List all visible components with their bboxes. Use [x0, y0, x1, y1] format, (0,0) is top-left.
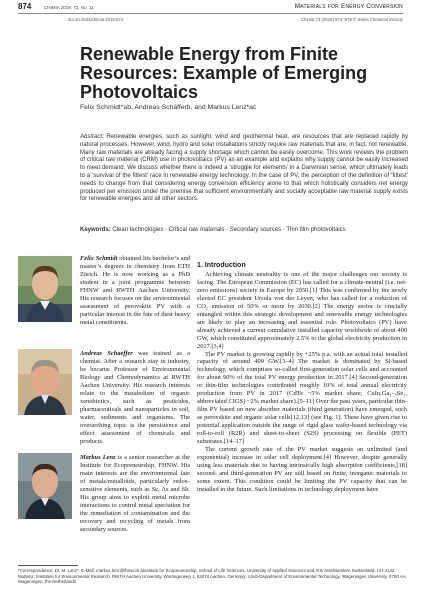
footnote-rule [18, 565, 78, 566]
body-column [197, 262, 407, 494]
article-title: Renewable Energy from Finite Resources: Example of Emerging Photovoltaics [80, 44, 368, 102]
keywords [80, 227, 408, 233]
bio-text: is a senior researcher at the Institute for Ecopreneurship, FHNW. His main interests are the environmental fate of metals/metalloids, particularly redox-sensitive elements, such as Se, As and Sb. His group aims to exploit metal microbe interactions to control metal speciation for the remediation of contamination and the recovery and recycling of metals from secondary sources. [80, 454, 190, 533]
bio-name: Andreas Schaeffer [80, 350, 133, 357]
body-paragraph: The current growth rate of the PV market suggests an unlimited (and exponential) increase in solar cell deployment.[4] However, despite generally using less materials due to having intrinsically high absorption coefficients,[18] second- and third-generation PV are still based on finite, inorganic materials to some extent. This condition could be limiting the PV capacity that can be installed in the future. Such limitations in technology deployment have [197, 445, 407, 493]
journal-citation: CHIMIA 2019, 73, No. 11 [44, 5, 94, 10]
bio-text: obtained his bachelor’s and master’s degrees in chemistry from ETH Zürich. He is now working as a PhD student in a joint programme between FHNW and RWTH Aachen University. His research focuses on the environmental assessment of perovskite PV with a particular interest in the fate of their heavy metal constituents. [80, 255, 190, 326]
body-paragraph: Achieving climate neutrality is one of the major challenges our society is facing. The European Commission (EC) has called for a climate-neutral (i.e. net-zero emissions) society in Europe by 2050.[1] This was confirmed by the newly elected EC president Ursula von der Leyen, who has called for a reduction of CO₂ emission of 50% or more by 2030.[2] The energy sector is crucially entangled within this strategic development and renewable energy technologies are likely to play an increasing and essential role. Photovoltaics (PV) have already achieved a current cumulative installed capacity worldwide of about 400 GW, which constituted approximately 2.5% to the global electricity production in 2017.[3,4] [197, 271, 407, 350]
body-paragraph: The PV market is growing rapidly by +25% p.a. with an actual total installed capacity of around 400 GW.[3–4] The market is dominated by Si-based technology, which comprises so-called first-generation solar cells and accounted for about 90% of the total PV energy production in 2017.[4] Second-generation or thin-film technologies contributed roughly 10% of total annual electricity production from PV in 2017 (CdTe ~5% market share; CuInₓGa₁₋ₓSe₂, abbreviated CIGS) ~2% market share).[5–11] Over the past years, particular thin-film PV based on new absorber materials (third generation) have emerged, such as perovskite and organic solar cells[12,13] (see Fig. 1). These have given rise to potential application outside the range of rigid glass wafer-based technology via roll-to-roll (R2R) and sheet-to-sheet (S2S) processing on flexible (PET) substrates.[14–17] [197, 350, 407, 446]
bio-andreas-schaeffer [80, 350, 190, 446]
bio-text: was trained as a chemist. After a research stay in industry, he became Professor of Environmental Biology and Chemodynamics at RWTH Aachen University. His research interests relate to the metabolism of organic xenobiotics, such as pesticides, pharmaceuticals and nanoparticles in soil, water, sediments and organisms. The overarching topic is the persistence and effect assessment of chemicals and products. [80, 350, 190, 445]
abstract [80, 134, 408, 204]
bio-name: Markus Lenz [80, 454, 116, 461]
page-number: 874 [18, 2, 32, 11]
bio-markus-lenz [80, 454, 190, 534]
abstract-text: Renewable energies, such as sunlight, wind and geothermal heat, are resources that are replaced rapidly by natural processes. However, wind, hydro and solar installations strictly require raw materials that are, in fact, not renewable. Many raw materials are already facing a supply shortage which cannot be easily overcome. This work reviews the problem of critical raw material (CRM) use in photovoltaics (PV) as an example and explains why supply cannot be easily increased to meet demand. We discuss whether there is indeed a ‘struggle for elements’ in a Darwinian sense, which ultimately leads to a ‘survival of the fittest’ race in renewable energy technology. In the case of PV, the perception of the definition of ‘fittest’ needs to change from that considering energy conversion efficiency alone to that which holistically considers net energy produced per emission under the premise that sufficient environmentally and socially acceptable raw material supply exists for renewable energies and all other sectors. [80, 134, 408, 203]
author-photo-markus-lenz [18, 453, 72, 519]
author-list: Felix Schmidt*ab, Andreas Schäfferb, and Markus Lenz*ac [80, 104, 257, 111]
doi-left: doi:10.2533/chimia.2019.874 [68, 17, 124, 22]
footnotes: *Correspondence: Dr. M. Lenz*, E-Mail: markus.lenz@fhnw.ch aInstitute for Ecopreneurship, School of Life Sciences, University of Applied Sciences and Arts Northwestern Switzerland, CH-4132 Muttenz; bInstitute for Environmental Research, RWTH Aachen University, Worringerweg 1, 52074 Aachen, Germany; cSub-Department of Environmental Technology, Wageningen University, 6700 AA, Wageningen, the Netherlands [18, 568, 407, 585]
author-photo-felix-schmidt [18, 256, 72, 322]
keywords-text: Clean technologies · Critical raw materials · Secondary sources · Thin film photovoltaics [112, 227, 346, 233]
header-rule [18, 13, 403, 14]
doi-right: Chimia 73 (2019) 874–879 © Swiss Chemical Society [300, 17, 403, 22]
bio-felix-schmidt [80, 255, 190, 327]
section-heading: 1. Introduction [197, 262, 246, 269]
abstract-label: Abstract: [80, 134, 104, 140]
keywords-label: Keywords: [80, 227, 111, 233]
author-photo-andreas-schaeffer [18, 349, 72, 415]
bio-name: Felix Schmidt [80, 255, 118, 262]
section-title: Materials for Energy Conversion [294, 3, 403, 10]
